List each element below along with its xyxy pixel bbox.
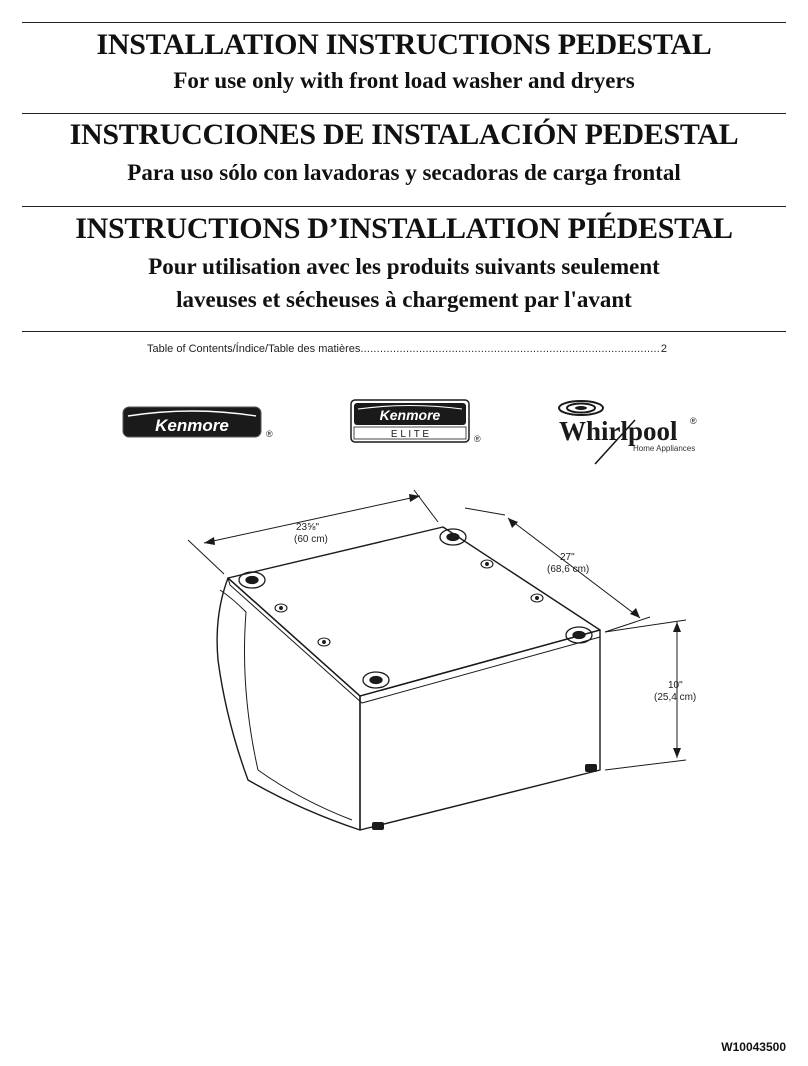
dimension-lines (188, 490, 686, 770)
width-inches-label: 23⅝" (296, 522, 320, 533)
height-cm-label: (25,4 cm) (654, 692, 697, 703)
subtitle-french-line1: Pour utilisation avec les produits suivants seulement (148, 254, 660, 279)
height-inches-label: 10" (668, 680, 683, 691)
pedestal-drawer-front (217, 578, 360, 830)
subtitle-spanish: Para uso sólo con lavadoras y secadoras de carga frontal (127, 160, 681, 185)
subtitle-english: For use only with front load washer and dryers (173, 68, 635, 93)
kenmore-elite-registered-mark: ® (474, 434, 481, 444)
pedestal-drawer-contour (220, 590, 352, 820)
kenmore-elite-wordmark: Kenmore (379, 407, 441, 423)
title-french: INSTRUCTIONS D’INSTALLATION PIÉDESTAL (75, 212, 733, 245)
whirlpool-registered-mark: ® (690, 416, 697, 426)
whirlpool-tagline: Home Appliances (633, 444, 696, 453)
title-english: INSTALLATION INSTRUCTIONS PEDESTAL (96, 28, 712, 61)
pedestal-feet (372, 764, 597, 830)
depth-cm-label: (68,6 cm) (547, 564, 590, 575)
kenmore-wordmark: Kenmore (155, 416, 229, 435)
toc-label: Table of Contents/Índice/Table des matières (147, 343, 361, 355)
pedestal-top-edge (228, 578, 600, 703)
pedestal-right-face (360, 630, 600, 830)
screw-holes (275, 560, 543, 646)
width-cm-label: (60 cm) (294, 534, 328, 545)
subtitle-french-line2: laveuses et sécheuses à chargement par l'avant (176, 287, 632, 312)
foot-right (585, 764, 597, 772)
toc-page-number: 2 (660, 343, 667, 355)
title-spanish: INSTRUCCIONES DE INSTALACIÓN PEDESTAL (69, 118, 739, 151)
kenmore-registered-mark: ® (266, 429, 273, 439)
depth-inches-label: 27" (560, 552, 575, 563)
whirlpool-wordmark: Whirlpool (559, 416, 678, 446)
kenmore-elite-subline: E L I T E (390, 429, 430, 440)
document-number: W10043500 (721, 1040, 786, 1054)
corner-pads (239, 529, 592, 688)
foot-front (372, 822, 384, 830)
